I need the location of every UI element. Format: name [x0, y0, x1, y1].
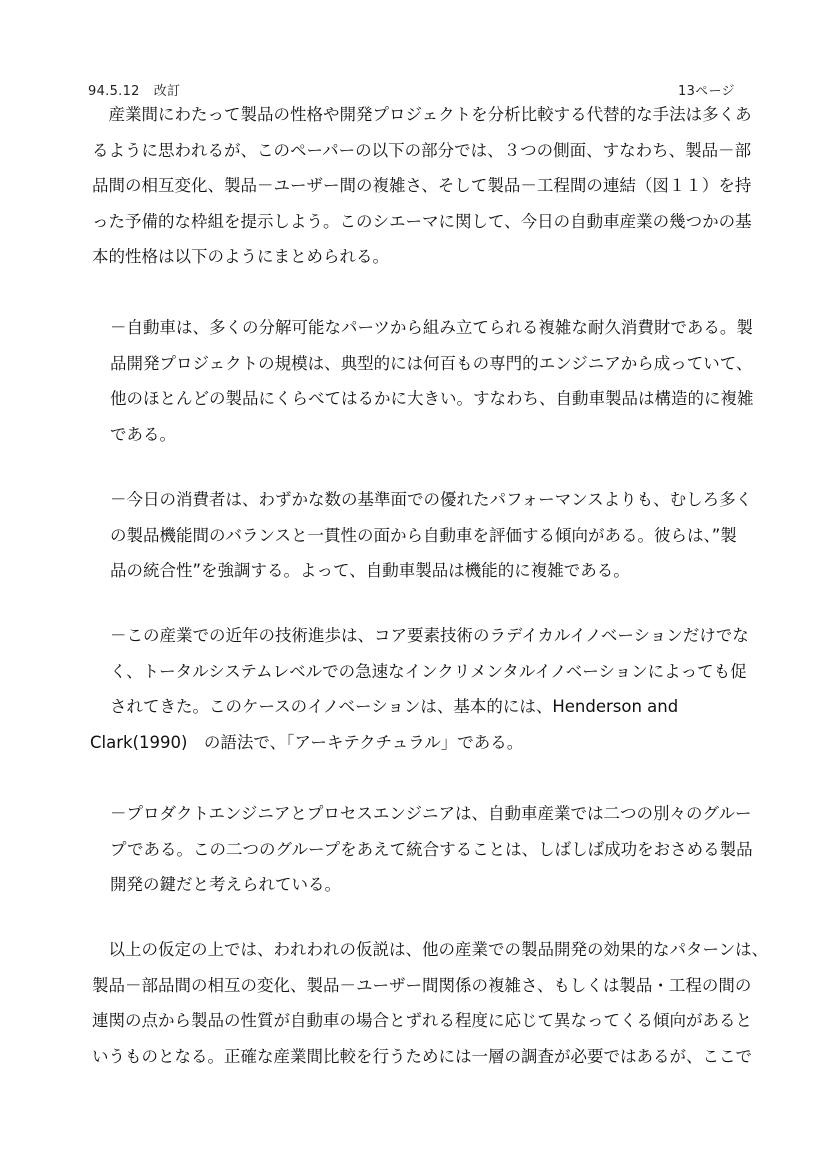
- text-line: Clark(1990) の語法で、「アーキテクチュラル」である。: [90, 732, 524, 752]
- text-line: プである。この二つのグループをあえて統合することは、しばしば成功をおさめる製品: [110, 839, 753, 859]
- bullet-engineer-groups: [110, 796, 775, 903]
- text-line: 連関の点から製品の性質が自動車の場合とずれる程度に応じて異なってくる傾向があると: [92, 1011, 752, 1031]
- text-line: 以上の仮定の上では、われわれの仮説は、他の産業での製品開発の効果的なパターンは、: [92, 940, 769, 959]
- text-line: 開発の鍵だと考えられている。: [110, 875, 341, 895]
- text-line: るように思われるが、このペーパーの以下の部分では、３つの側面、すなわち、製品－部: [92, 140, 752, 160]
- header-date: 94.5.12: [88, 84, 140, 99]
- text-line: った予備的な枠組を提示しよう。このシエーマに関して、今日の自動車産業の幾つかの基: [92, 211, 752, 231]
- text-line: －今日の消費者は、わずかな数の基準面での優れたパフォーマンスよりも、むしろ多く: [110, 490, 753, 509]
- text-line: されてきた。このケースのイノベーションは、基本的には、Henderson and: [110, 697, 679, 717]
- bullet-structural-complexity: [110, 310, 775, 452]
- bullet-functional-complexity: [110, 482, 775, 589]
- intro-paragraph: [92, 97, 772, 275]
- text-line: いうものとなる。正確な産業間比較を行うためには一層の調査が必要ではあるが、ここで: [92, 1046, 752, 1066]
- text-line: 品開発プロジェクトの規模は、典型的には何百もの専門的エンジニアから成っていて、: [110, 353, 753, 373]
- text-line: 本的性格は以下のようにまとめられる。: [92, 247, 389, 267]
- text-line: －自動車は、多くの分解可能なパーツから組み立てられる複雑な耐久消費財である。製: [110, 318, 753, 337]
- text-line: －プロダクトエンジニアとプロセスエンジニアは、自動車産業では二つの別々のグルー: [110, 804, 752, 823]
- text-line: 品間の相互変化、製品－ユーザー間の複雑さ、そして製品－工程間の連結（図１１）を持: [92, 176, 752, 196]
- bullet-technology-progress: [90, 618, 775, 760]
- page-number: 13ページ: [678, 84, 735, 99]
- header-revision: 改訂: [153, 84, 181, 99]
- text-line: －この産業での近年の技術進歩は、コア要素技術のラデイカルイノベーションだけでな: [110, 626, 749, 645]
- text-line: である。: [110, 424, 176, 444]
- text-line: 他のほとんどの製品にくらべてはるかに大きい。すなわち、自動車製品は構造的に複雑: [110, 389, 754, 409]
- text-line: 製品－部品間の相互の変化、製品－ユーザー間関係の複雑さ、もしくは製品・工程の間の: [92, 975, 752, 995]
- text-line: 品の統合性”を強調する。よって、自動車製品は機能的に複雑である。: [110, 561, 630, 581]
- text-line: く、トータルシステムレベルでの急速なインクリメンタルイノベーションによっても促: [110, 661, 747, 681]
- text-line: の製品機能間のバランスと一貫性の面から自動車を評価する傾向がある。彼らは、”製: [110, 525, 737, 545]
- text-line: 産業間にわたって製品の性格や開発プロジェクトを分析比較する代替的な手法は多くあ: [92, 105, 752, 124]
- conclusion-paragraph: [92, 932, 772, 1074]
